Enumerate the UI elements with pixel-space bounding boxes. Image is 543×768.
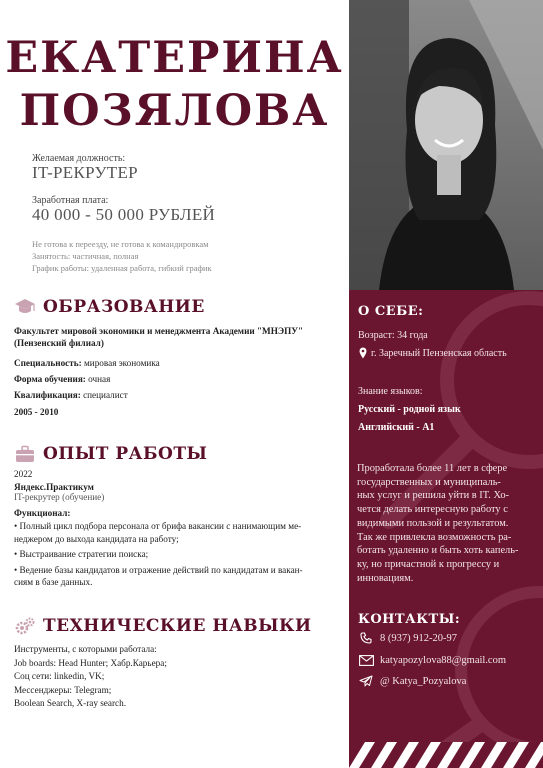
contacts-title: КОНТАКТЫ: (358, 612, 461, 627)
skills-line: Job boards: Head Hunter; Хабр.Карьера; (14, 657, 167, 668)
education-form (14, 373, 339, 385)
contact-telegram[interactable] (358, 674, 466, 688)
about-city: г. Заречный Пензенская область (371, 347, 507, 359)
education-institution-line-1: Факультет мировой экономики и менеджмента Академии "МНЭПУ" (14, 326, 304, 336)
contact-phone[interactable] (358, 631, 457, 645)
position-label: Желаемая должность: (32, 153, 126, 164)
language-english: Английский - А1 (358, 422, 435, 433)
education-specialty (14, 357, 339, 369)
profile-photo (349, 0, 543, 290)
contact-email[interactable] (358, 653, 506, 667)
skills-title: ТЕХНИЧЕСКИЕ НАВЫКИ (43, 616, 312, 636)
graduation-cap-icon (14, 298, 36, 316)
last-name: ПОЗЯЛОВА (19, 86, 330, 136)
bio-line: Так же привлекла возможность ра- (357, 531, 512, 543)
function-item: • Выстраивание стратегии поиска; (14, 549, 149, 559)
skills-line: Boolean Search, X-ray search. (14, 698, 126, 708)
experience-heading (14, 444, 207, 464)
position-value: IT-РЕКРУТЕР (32, 163, 138, 182)
experience-year: 2022 (14, 469, 33, 479)
form-value: очная (85, 374, 111, 384)
specialty-value: мировая экономика (81, 358, 160, 368)
note-relocation: Не готова к переезду, не готова к командировкам (32, 239, 209, 249)
qualification-label: Квалификация: (14, 390, 81, 400)
function-item: неджером до выхода кандидата на работу; (14, 533, 179, 544)
qualification-value: специалист (80, 390, 128, 400)
right-sidebar (349, 0, 543, 768)
phone-icon (360, 632, 372, 644)
note-employment: Занятость: частичная, полная (32, 251, 139, 261)
education-title: ОБРАЗОВАНИЕ (43, 297, 205, 317)
languages-label: Знание языков: (358, 386, 423, 397)
experience-role: IT-рекрутер (обучение) (14, 492, 105, 502)
about-location (358, 346, 507, 360)
experience-company: Яндекс.Практикум (14, 482, 94, 492)
experience-title: ОПЫТ РАБОТЫ (43, 444, 208, 464)
bio-line: Проработала более 11 лет в сфере (357, 463, 508, 474)
bio-line: ных услуг и решила уйти в IT. Хо- (357, 490, 509, 502)
skills-line: Мессенджеры: Telegram; (14, 684, 112, 695)
bio-line: инновациям. (357, 572, 414, 584)
decorative-stripes (349, 742, 543, 768)
function-item: • Ведение базы кандидатов и отражение действий по кандидатам и вакан- (14, 564, 303, 575)
envelope-icon (359, 655, 374, 666)
location-pin-icon (359, 347, 367, 359)
skills-line: Инструменты, с которыми работала: (14, 644, 157, 654)
bio-line: чется делать интересную работу с (357, 504, 508, 516)
about-bio (357, 462, 537, 585)
phone-number: 8 (937) 912-20-97 (380, 632, 457, 644)
experience-functions-list (14, 520, 339, 589)
specialty-label: Специальность: (14, 358, 82, 368)
bio-line: ботать удаленно и быть хоть капель- (357, 545, 519, 557)
telegram-icon (359, 675, 373, 687)
bio-line: ку, но причастной к прогрессу и (357, 558, 500, 570)
about-title: О СЕБЕ: (358, 304, 424, 319)
note-schedule: График работы: удаленная работа, гибкий график (32, 263, 212, 273)
bio-line: видимыми пользой и результатом. (357, 517, 509, 529)
first-name: ЕКАТЕРИНА (5, 33, 344, 83)
skills-line: Соц сети: linkedin, VK; (14, 671, 105, 681)
briefcase-icon (14, 445, 36, 463)
experience-functions-label: Функционал: (14, 508, 71, 518)
form-label: Форма обучения: (14, 374, 86, 384)
education-qualification (14, 389, 339, 401)
skills-list (14, 643, 339, 711)
gears-icon (14, 617, 36, 635)
function-item: сиям в базе данных. (14, 577, 93, 587)
education-years: 2005 - 2010 (14, 407, 59, 417)
function-item: • Полный цикл подбора персонала от брифа вакансии с нанимающим ме- (14, 521, 302, 531)
about-age: Возраст: 34 года (358, 330, 428, 341)
education-institution (14, 325, 339, 349)
telegram-handle: @ Katya_Pozyalova (380, 675, 467, 687)
salary-value: 40 000 - 50 000 РУБЛЕЙ (32, 205, 216, 224)
education-institution-line-2: (Пензенский филиал) (14, 338, 104, 348)
education-heading (14, 297, 205, 317)
email-address: katyapozylova88@gmail.com (380, 654, 507, 666)
language-russian: Русский - родной язык (358, 404, 461, 415)
salary-label: Заработная плата: (32, 195, 109, 206)
bio-line: государственных и муниципаль- (357, 476, 501, 488)
skills-heading (14, 616, 312, 636)
